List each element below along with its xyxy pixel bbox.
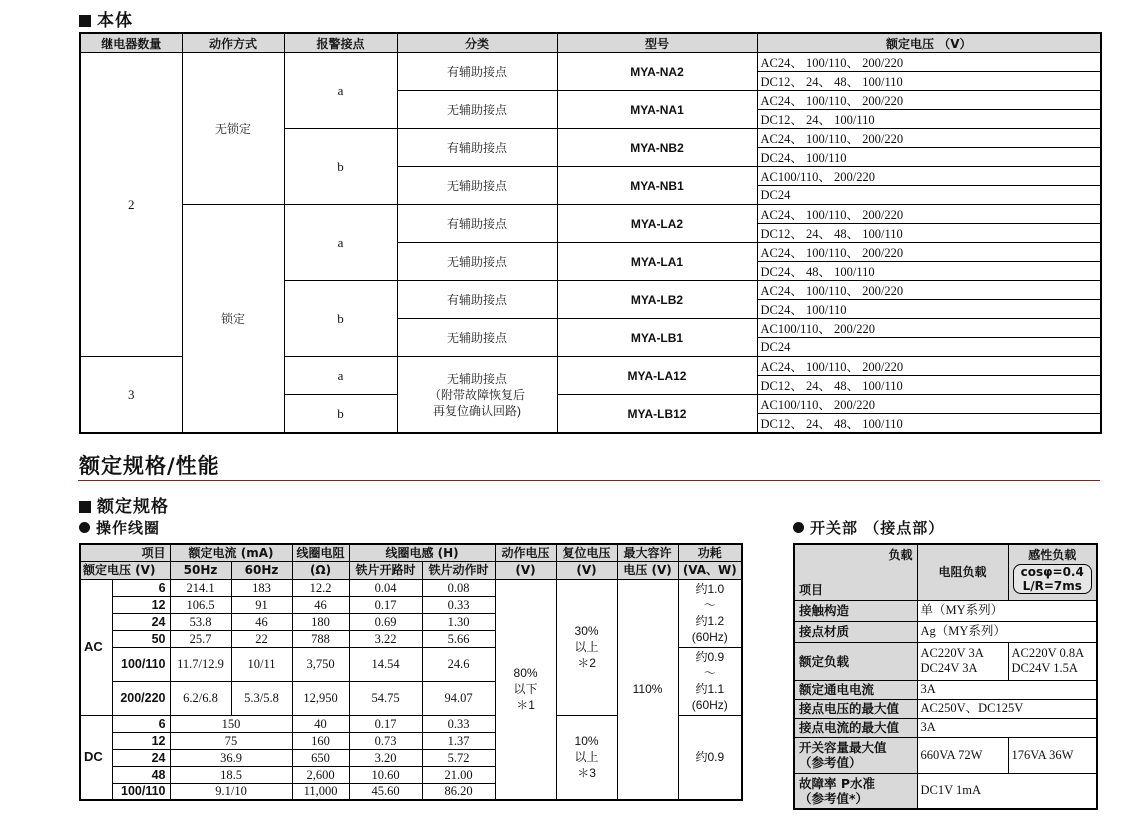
category-cell: 无辅助接点 (397, 319, 557, 357)
alarm-contact-cell: a (284, 205, 397, 281)
voltage-cell: DC24 (757, 338, 1101, 357)
max-voltage: 110% (617, 579, 678, 800)
voltage-label: 200/220 (112, 681, 170, 715)
current-50hz: 53.8 (170, 613, 231, 630)
row-value-resistive: AC220V 3A DC24V 3A (917, 642, 1008, 680)
inductance-close: 24.6 (422, 647, 495, 681)
table-header-row (794, 544, 1097, 600)
voltage-label: 12 (112, 732, 170, 749)
ac-label: AC (80, 579, 112, 715)
table-header-row (80, 544, 742, 561)
table-row (80, 205, 1101, 224)
current-50hz: 25.7 (170, 630, 231, 647)
row-value: 3A (917, 718, 1097, 737)
header-inductive-cond: cosφ=0.4 L/R=7ms (1013, 564, 1093, 594)
table-row (794, 773, 1097, 809)
voltage-label: 100/110 (112, 783, 170, 800)
row-key: 接点电流的最大值 (794, 718, 917, 737)
category-cell: 无辅助接点 (397, 91, 557, 129)
alarm-contact-cell: b (284, 395, 397, 434)
rated-title: 额定规格 (79, 492, 169, 517)
inductance-close: 94.07 (422, 681, 495, 715)
reset-voltage-dc: 10% 以上 ＊3 (556, 715, 617, 800)
header-rated-voltage: 额定电压 (V) (80, 561, 170, 579)
model-cell: MYA-LA1 (557, 243, 757, 281)
voltage-cell: AC100/110、 200/220 (757, 319, 1101, 338)
inductance-open: 0.17 (349, 715, 422, 732)
voltage-cell: AC24、 100/110、 200/220 (757, 53, 1101, 72)
category-cell: 无辅助接点 （附带故障恢复后 再复位确认回路) (397, 357, 557, 434)
table-row (794, 600, 1097, 621)
resistance: 12,950 (292, 681, 349, 715)
header-cell: 额定电压 （V） (757, 33, 1101, 53)
table-row (794, 642, 1097, 680)
alarm-contact-cell: b (284, 281, 397, 357)
inductance-close: 0.08 (422, 579, 495, 596)
voltage-cell: DC24、 100/110 (757, 148, 1101, 167)
header-load-item (794, 544, 917, 600)
resistance: 11,000 (292, 783, 349, 800)
voltage-label: 24 (112, 749, 170, 766)
inductance-open: 0.04 (349, 579, 422, 596)
header-60hz: 60Hz (231, 561, 292, 579)
row-key: 故障率 P水准 （参考值*） (794, 773, 917, 809)
voltage-cell: DC12、 24、 48、 100/110 (757, 414, 1101, 434)
section-divider (78, 480, 1100, 481)
voltage-label: 12 (112, 596, 170, 613)
dc-label: DC (80, 715, 112, 800)
table-row (80, 53, 1101, 72)
inductance-open: 3.22 (349, 630, 422, 647)
header-inductive: 感性负载 (1028, 548, 1077, 563)
current-dc: 150 (170, 715, 292, 732)
inductance-close: 1.37 (422, 732, 495, 749)
inductance-open: 54.75 (349, 681, 422, 715)
power-ac-2: 约0.9 ～ 约1.1 (60Hz) (678, 647, 742, 715)
inductance-close: 21.00 (422, 766, 495, 783)
table-row (794, 699, 1097, 718)
row-value: 单（MY系列） (917, 600, 1097, 621)
voltage-label: 48 (112, 766, 170, 783)
current-60hz: 5.3/5.8 (231, 681, 292, 715)
voltage-label: 50 (112, 630, 170, 647)
voltage-label: 6 (112, 715, 170, 732)
dot-bullet-icon (79, 522, 90, 533)
model-cell: MYA-NB1 (557, 167, 757, 205)
relay-count-cell: 2 (80, 53, 182, 357)
row-key: 开关容量最大值 （参考值） (794, 737, 917, 773)
body-section-title: 本体 (79, 6, 133, 31)
header-cell: 继电器数量 (80, 33, 182, 53)
header-operate: 动作电压 (495, 544, 556, 561)
model-cell: MYA-LB2 (557, 281, 757, 319)
voltage-cell: DC24、 100/110 (757, 300, 1101, 319)
model-cell: MYA-NA1 (557, 91, 757, 129)
current-dc: 9.1/10 (170, 783, 292, 800)
header-cell: 型号 (557, 33, 757, 53)
action-mode-cell: 无锁定 (182, 53, 284, 205)
dot-bullet-icon (793, 522, 804, 533)
switch-title: 开关部 （接点部） (793, 517, 944, 538)
category-cell: 有辅助接点 (397, 53, 557, 91)
alarm-contact-cell: a (284, 357, 397, 395)
model-cell: MYA-LB1 (557, 319, 757, 357)
models-table (79, 32, 1102, 434)
inductance-open: 10.60 (349, 766, 422, 783)
current-60hz: 10/11 (231, 647, 292, 681)
table-header-row (80, 561, 742, 579)
table-header-row (80, 33, 1101, 53)
row-value: DC1V 1mA (917, 773, 1097, 809)
table-row (794, 737, 1097, 773)
header-item: 项目 (799, 582, 824, 597)
row-key: 额定通电电流 (794, 680, 917, 699)
header-max-v: 电压 (V) (617, 561, 678, 579)
row-value-inductive: 176VA 36W (1008, 737, 1097, 773)
inductance-open: 14.54 (349, 647, 422, 681)
section-title: 额定规格/性能 (79, 454, 220, 478)
power-dc: 约0.9 (678, 715, 742, 800)
category-cell: 无辅助接点 (397, 167, 557, 205)
current-50hz: 106.5 (170, 596, 231, 613)
table-row (80, 579, 742, 596)
voltage-cell: AC24、 100/110、 200/220 (757, 205, 1101, 224)
voltage-cell: DC24、 48、 100/110 (757, 262, 1101, 281)
current-60hz: 91 (231, 596, 292, 613)
header-current: 额定电流 (mA) (170, 544, 292, 561)
header-open: 铁片开路时 (349, 561, 422, 579)
category-cell: 有辅助接点 (397, 205, 557, 243)
inductance-open: 0.73 (349, 732, 422, 749)
square-bullet-icon (79, 15, 91, 27)
voltage-cell: AC100/110、 200/220 (757, 395, 1101, 414)
current-60hz: 46 (231, 613, 292, 630)
header-load: 负载 (888, 548, 913, 562)
coil-title: 操作线圈 (79, 517, 160, 538)
header-v: (V) (495, 561, 556, 579)
voltage-label: 24 (112, 613, 170, 630)
header-inductance: 线圈电感 (H) (349, 544, 495, 561)
row-value-resistive: 660VA 72W (917, 737, 1008, 773)
inductance-close: 1.30 (422, 613, 495, 630)
table-row (794, 621, 1097, 642)
voltage-cell: AC24、 100/110、 200/220 (757, 281, 1101, 300)
category-cell: 有辅助接点 (397, 281, 557, 319)
switch-table (793, 543, 1098, 810)
header-ohm: (Ω) (292, 561, 349, 579)
voltage-label: 100/110 (112, 647, 170, 681)
row-key: 额定负载 (794, 642, 917, 680)
voltage-label: 6 (112, 579, 170, 596)
resistance: 160 (292, 732, 349, 749)
table-row (794, 718, 1097, 737)
row-value: AC250V、DC125V (917, 699, 1097, 718)
current-dc: 18.5 (170, 766, 292, 783)
header-item: 项目 (80, 544, 170, 561)
inductance-close: 0.33 (422, 596, 495, 613)
resistance: 788 (292, 630, 349, 647)
alarm-contact-cell: a (284, 53, 397, 129)
model-cell: MYA-LA2 (557, 205, 757, 243)
row-key: 接点电压的最大值 (794, 699, 917, 718)
inductance-open: 45.60 (349, 783, 422, 800)
resistance: 46 (292, 596, 349, 613)
header-resistive: 电阻负载 (917, 544, 1008, 600)
resistance: 12.2 (292, 579, 349, 596)
current-dc: 36.9 (170, 749, 292, 766)
model-cell: MYA-LA12 (557, 357, 757, 395)
header-cell: 动作方式 (182, 33, 284, 53)
model-cell: MYA-NA2 (557, 53, 757, 91)
row-value: 3A (917, 680, 1097, 699)
resistance: 650 (292, 749, 349, 766)
voltage-cell: AC100/110、 200/220 (757, 167, 1101, 186)
inductance-open: 0.69 (349, 613, 422, 630)
header-cell: 分类 (397, 33, 557, 53)
voltage-cell: DC12、 24、 100/110 (757, 110, 1101, 129)
model-cell: MYA-LB12 (557, 395, 757, 434)
row-value: Ag（MY系列） (917, 621, 1097, 642)
header-reset: 复位电压 (556, 544, 617, 561)
voltage-cell: AC24、 100/110、 200/220 (757, 129, 1101, 148)
row-key: 接点材质 (794, 621, 917, 642)
action-mode-cell: 锁定 (182, 205, 284, 434)
category-cell: 无辅助接点 (397, 243, 557, 281)
inductance-close: 5.72 (422, 749, 495, 766)
inductance-close: 5.66 (422, 630, 495, 647)
header-resistance: 线圈电阻 (292, 544, 349, 561)
reset-voltage-ac: 30% 以上 ＊2 (556, 579, 617, 715)
inductance-open: 0.17 (349, 596, 422, 613)
voltage-cell: DC12、 24、 48、 100/110 (757, 376, 1101, 395)
category-cell: 有辅助接点 (397, 129, 557, 167)
resistance: 3,750 (292, 647, 349, 681)
resistance: 180 (292, 613, 349, 630)
square-bullet-icon (79, 501, 91, 513)
voltage-cell: DC12、 24、 48、 100/110 (757, 72, 1101, 91)
current-50hz: 11.7/12.9 (170, 647, 231, 681)
operate-voltage: 80% 以下 ＊1 (495, 579, 556, 800)
inductance-open: 3.20 (349, 749, 422, 766)
header-max: 最大容许 (617, 544, 678, 561)
header-inductive-cell (1008, 544, 1097, 600)
coil-table (79, 543, 743, 801)
current-50hz: 6.2/6.8 (170, 681, 231, 715)
current-60hz: 22 (231, 630, 292, 647)
header-50hz: 50Hz (170, 561, 231, 579)
header-power: 功耗 (678, 544, 742, 561)
row-value-inductive: AC220V 0.8A DC24V 1.5A (1008, 642, 1097, 680)
current-dc: 75 (170, 732, 292, 749)
voltage-cell: DC12、 24、 48、 100/110 (757, 224, 1101, 243)
voltage-cell: AC24、 100/110、 200/220 (757, 357, 1101, 376)
voltage-cell: DC24 (757, 186, 1101, 205)
table-row (794, 680, 1097, 699)
resistance: 40 (292, 715, 349, 732)
header-v: (V) (556, 561, 617, 579)
header-power-unit: (VA、W) (678, 561, 742, 579)
inductance-close: 86.20 (422, 783, 495, 800)
inductance-close: 0.33 (422, 715, 495, 732)
voltage-cell: AC24、 100/110、 200/220 (757, 91, 1101, 110)
relay-count-cell: 3 (80, 357, 182, 434)
alarm-contact-cell: b (284, 129, 397, 205)
current-50hz: 214.1 (170, 579, 231, 596)
current-60hz: 183 (231, 579, 292, 596)
model-cell: MYA-NB2 (557, 129, 757, 167)
row-key: 接触构造 (794, 600, 917, 621)
header-cell: 报警接点 (284, 33, 397, 53)
voltage-cell: AC24、 100/110、 200/220 (757, 243, 1101, 262)
resistance: 2,600 (292, 766, 349, 783)
power-ac-1: 约1.0 ～ 约1.2 (60Hz) (678, 579, 742, 647)
header-close: 铁片动作时 (422, 561, 495, 579)
